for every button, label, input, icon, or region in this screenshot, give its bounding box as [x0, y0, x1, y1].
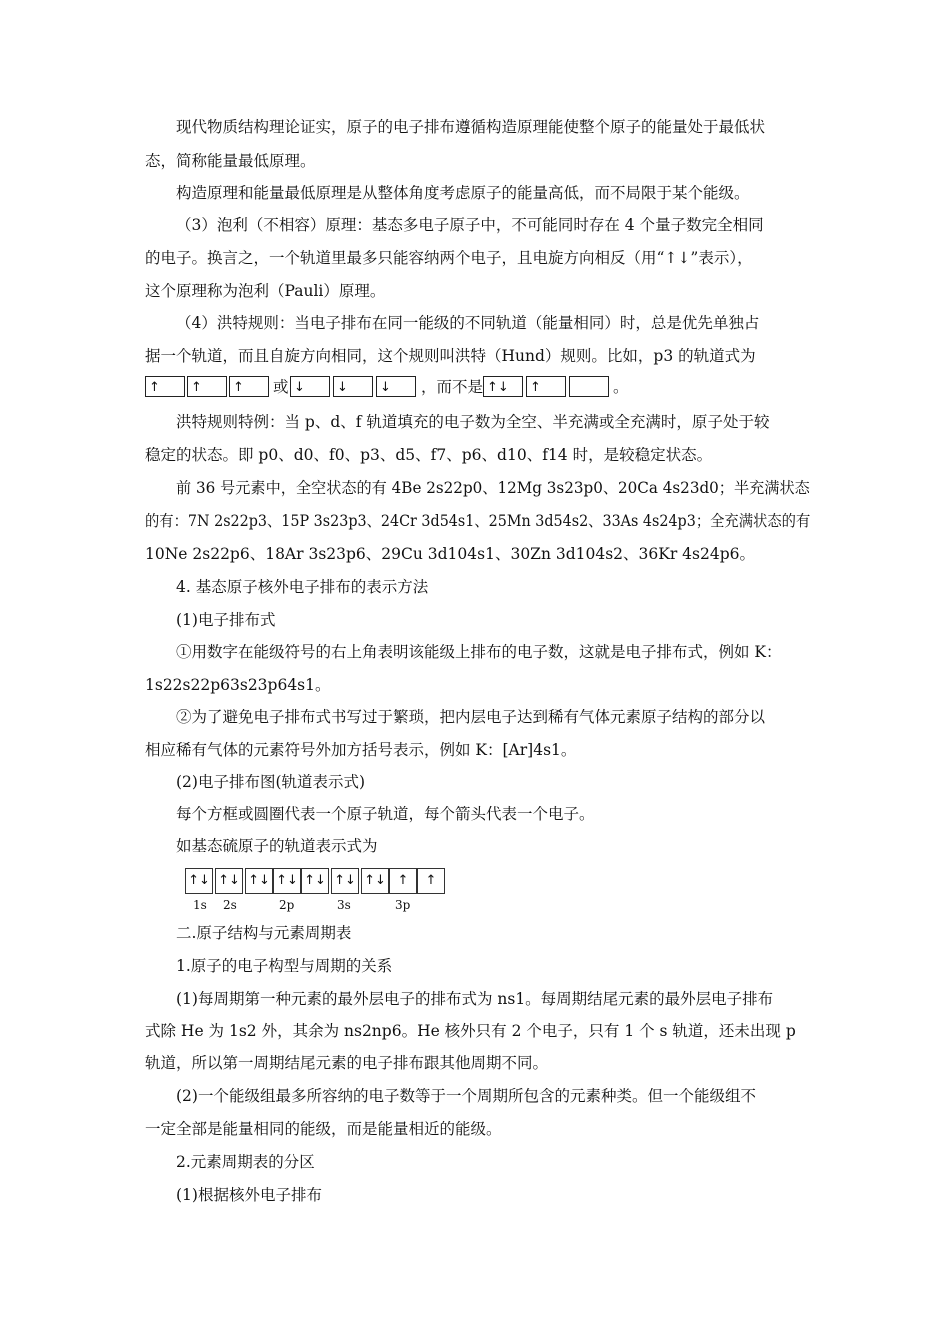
orbital-box: ↑↓: [215, 868, 243, 894]
paragraph-line: 态，简称能量最低原理。: [145, 152, 316, 170]
paragraph-line: 1s22s22p63s23p64s1。: [145, 676, 331, 694]
paragraph-line: （4）洪特规则：当电子排布在同一能级的不同轨道（能量相同）时，总是优先单独占: [176, 314, 760, 332]
paragraph-line: 轨道，所以第一周期结尾元素的电子排布跟其他周期不同。: [145, 1054, 549, 1072]
orbital-box: ↓: [290, 376, 330, 397]
paragraph-line: 的电子。换言之，一个轨道里最多只能容纳两个电子，且电旋方向相反（用“↑↓”表示），: [145, 249, 753, 267]
orbital-box: ↓: [376, 376, 416, 397]
paragraph-line: ②为了避免电子排布式书写过于繁琐，把内层电子达到稀有气体元素原子结构的部分以: [176, 708, 766, 726]
subheading: (2)电子排布图(轨道表示式): [176, 773, 366, 791]
paragraph-line: 构造原理和能量最低原理是从整体角度考虑原子的能量高低，而不局限于某个能级。: [176, 184, 750, 202]
subheading: (1)根据核外电子排布: [176, 1186, 322, 1204]
paragraph-line: 的有：7N 2s22p3、15P 3s23p3、24Cr 3d54s1、25Mn 3d54s2、33As 4s24p3；全充满状态的有: [145, 512, 811, 530]
paragraph-line: 每个方框或圆圈代表一个原子轨道，每个箭头代表一个电子。: [176, 805, 595, 823]
paragraph-line: 现代物质结构理论证实，原子的电子排布遵循构造原理能使整个原子的能量处于最低状: [176, 118, 766, 136]
paragraph-line: 如基态硫原子的轨道表示式为: [176, 837, 378, 855]
orbital-box: ↑↓: [185, 868, 213, 894]
sulfur-orbital-diagram: [185, 868, 445, 916]
end-text: 。: [613, 378, 629, 396]
paragraph-line: 前 36 号元素中，全空状态的有 4Be 2s22p0、12Mg 3s23p0、20Ca 4s23d0；半充满状态: [176, 479, 810, 497]
paragraph-line: （3）泡利（不相容）原理：基态多电子原子中，不可能同时存在 4 个量子数完全相同: [176, 216, 764, 234]
paragraph-line: 这个原理称为泡利（Pauli）原理。: [145, 282, 386, 300]
orbital-box: ↓: [333, 376, 373, 397]
paragraph-line: 式除 He 为 1s2 外，其余为 ns2np6。He 核外只有 2 个电子，只有 1 个 s 轨道，还未出现 p: [145, 1022, 796, 1040]
orbital-box: ↑↓: [301, 868, 329, 894]
paragraph-line: 洪特规则特例：当 p、d、f 轨道填充的电子数为全空、半充满或全充满时，原子处于较: [176, 413, 770, 431]
not-text: ，而不是: [421, 378, 484, 396]
orbital-box: ↑↓: [361, 868, 389, 894]
or-text: 或: [273, 378, 289, 396]
hund-orbital-row: [145, 376, 805, 400]
orbital-box: ↑: [229, 376, 269, 397]
orbital-box: ↑↓: [273, 868, 301, 894]
orbital-box: ↑: [417, 868, 445, 894]
orbital-label: 3s: [337, 898, 351, 912]
orbital-label: 2s: [223, 898, 237, 912]
orbital-box: ↑: [145, 376, 185, 397]
paragraph-line: ①用数字在能级符号的右上角表明该能级上排布的电子数，这就是电子排布式，例如 K：: [176, 643, 782, 661]
orbital-box: ↑↓: [331, 868, 359, 894]
paragraph-line: 据一个轨道，而且自旋方向相同，这个规则叫洪特（Hund）规则。比如，p3 的轨道式为: [145, 347, 756, 365]
orbital-label: 1s: [193, 898, 207, 912]
orbital-label: 2p: [279, 898, 295, 912]
paragraph-line: (1)每周期第一种元素的最外层电子的排布式为 ns1。每周期结尾元素的最外层电子排布: [176, 990, 774, 1008]
subheading: (1)电子排布式: [176, 611, 276, 629]
paragraph-line: 相应稀有气体的元素符号外加方括号表示，例如 K：[Ar]4s1。: [145, 741, 577, 759]
orbital-box: ↑: [526, 376, 566, 397]
orbital-box: ↑↓: [483, 376, 523, 397]
orbital-box: ↑: [389, 868, 417, 894]
subheading: 2.元素周期表的分区: [176, 1153, 315, 1171]
paragraph-line: 一定全部是能量相同的能级，而是能量相近的能级。: [145, 1120, 502, 1138]
orbital-box: [569, 376, 609, 397]
paragraph-line: (2)一个能级组最多所容纳的电子数等于一个周期所包含的元素种类。但一个能级组不: [176, 1087, 756, 1105]
section-heading: 4. 基态原子核外电子排布的表示方法: [176, 578, 429, 596]
section-heading: 二.原子结构与元素周期表: [176, 924, 352, 942]
subheading: 1.原子的电子构型与周期的关系: [176, 957, 393, 975]
paragraph-line: 稳定的状态。即 p0、d0、f0、p3、d5、f7、p6、d10、f14 时，是较稳定状态。: [145, 446, 713, 464]
orbital-box: ↑↓: [245, 868, 273, 894]
orbital-label: 3p: [395, 898, 411, 912]
orbital-box: ↑: [187, 376, 227, 397]
paragraph-line: 10Ne 2s22p6、18Ar 3s23p6、29Cu 3d104s1、30Zn 3d104s2、36Kr 4s24p6。: [145, 545, 756, 563]
